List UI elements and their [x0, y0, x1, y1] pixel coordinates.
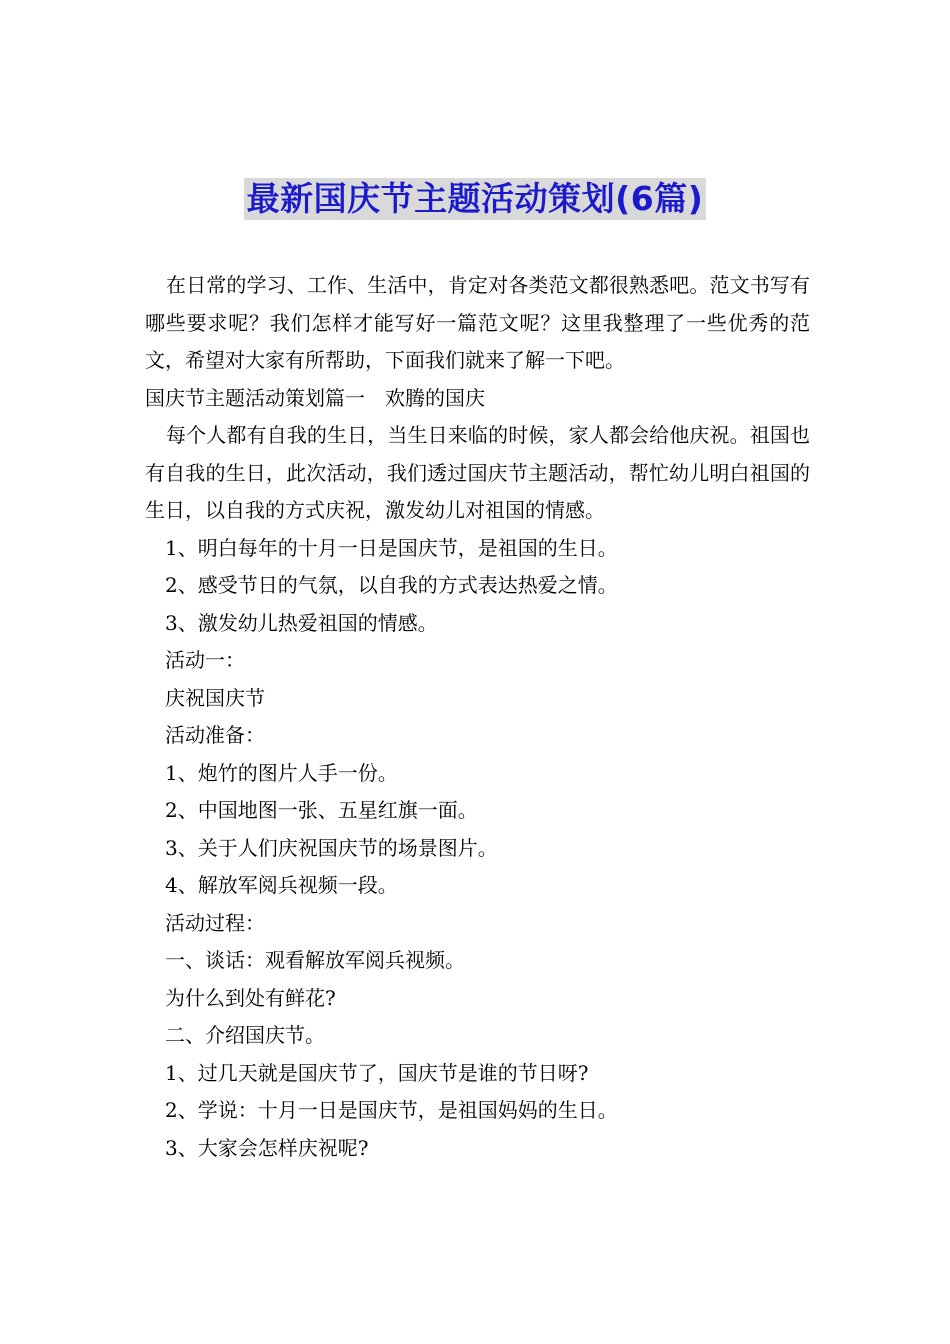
preparation-item-1: 1、炮竹的图片人手一份。 [165, 760, 398, 785]
preparation-item-4: 4、解放军阅兵视频一段。 [165, 873, 398, 897]
activity-heading: 活动一： [165, 648, 245, 672]
process-step-1: 一、谈话：观看解放军阅兵视频。 [165, 948, 465, 972]
goal-line-1: 1、明白每年的十月一日是国庆节，是祖国的生日。 [165, 535, 618, 560]
section-heading: 国庆节主题活动策划篇一 欢腾的国庆 [145, 385, 485, 410]
preparation-item-2: 2、中国地图一张、五星红旗一面。 [165, 798, 478, 822]
process-item-1: 1、过几天就是国庆节了，国庆节是谁的节日呀? [165, 1060, 589, 1085]
document-body [145, 267, 810, 1167]
preparation-heading: 活动准备： [165, 723, 265, 747]
goal-line-2: 2、感受节日的气氛，以自我的方式表达热爱之情。 [165, 573, 618, 597]
section-intro-paragraph: 每个人都有自我的生日，当生日来临的时候，家人都会给他庆祝。祖国也有自我的生日，此次活动，我们透过国庆节主题活动，帮忙幼儿明白祖国的生日，以自我的方式庆祝，激发幼儿对祖国的情感。 [145, 423, 810, 522]
preparation-item-3: 3、关于人们庆祝国庆节的场景图片。 [165, 835, 498, 860]
process-heading: 活动过程： [165, 910, 265, 935]
activity-name: 庆祝国庆节 [165, 685, 265, 710]
process-item-2: 2、学说：十月一日是国庆节，是祖国妈妈的生日。 [165, 1098, 618, 1122]
process-question: 为什么到处有鲜花? [165, 985, 336, 1010]
document-title: 最新国庆节主题活动策划(6篇) [244, 178, 707, 220]
intro-paragraph: 在日常的学习、工作、生活中，肯定对各类范文都很熟悉吧。范文书写有哪些要求呢？我们怎样才能写好一篇范文呢？这里我整理了一些优秀的范文，希望对大家有所帮助，下面我们就来了解一下吧。 [145, 273, 810, 372]
title-container [0, 178, 950, 220]
process-step-2: 二、介绍国庆节。 [165, 1023, 325, 1047]
process-item-3: 3、大家会怎样庆祝呢? [165, 1135, 369, 1160]
goal-line-3: 3、激发幼儿热爱祖国的情感。 [165, 610, 438, 635]
